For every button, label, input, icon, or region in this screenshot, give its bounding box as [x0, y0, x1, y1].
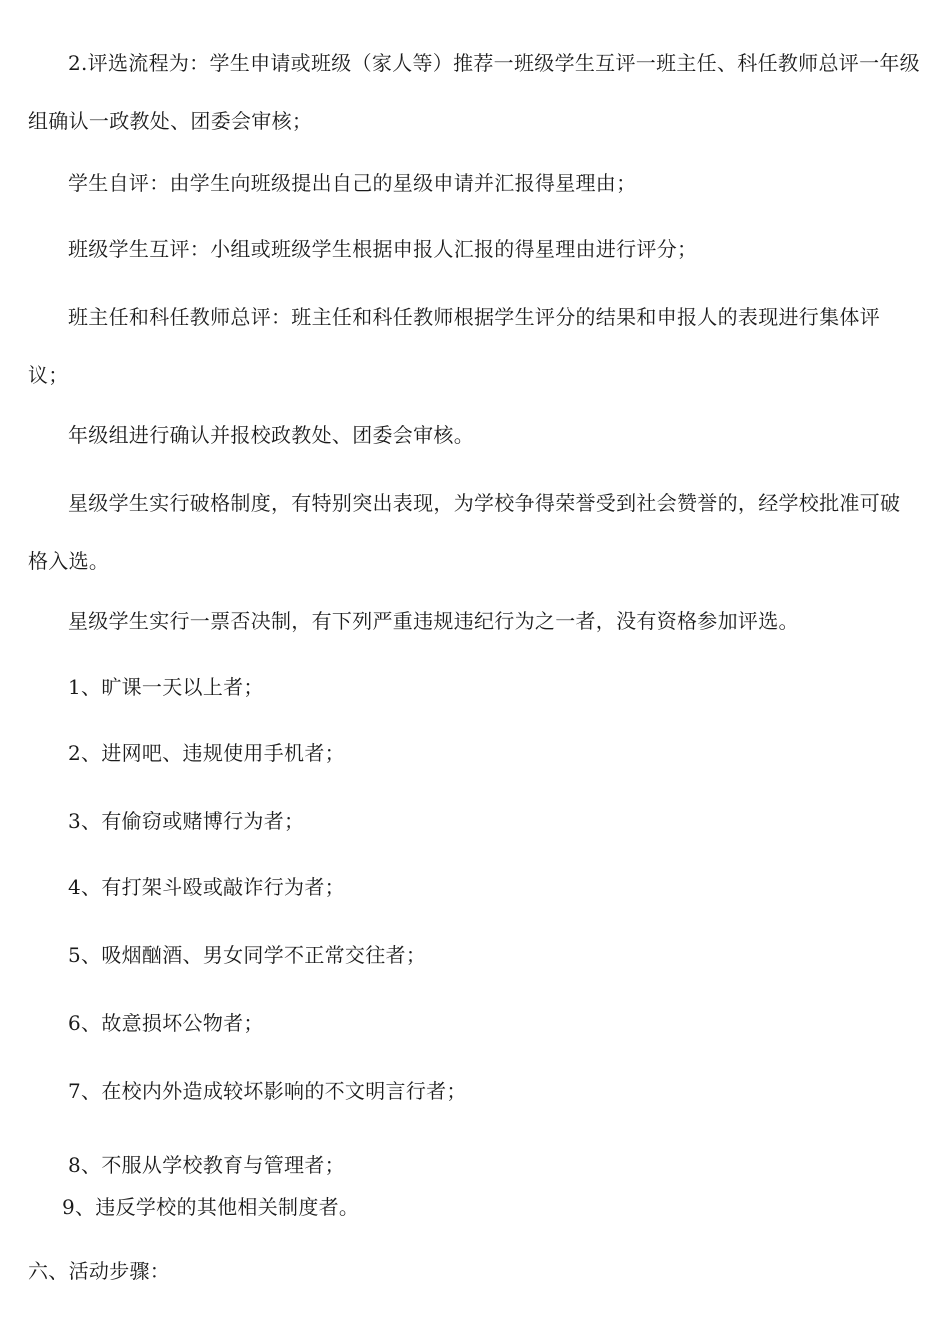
paragraph-grade-confirmation: 年级组进行确认并报校政教处、团委会审核。 [68, 423, 474, 447]
list-item: 3、有偷窃或赌博行为者； [68, 809, 305, 833]
list-item: 7、在校内外造成较坏影响的不文明言行者； [68, 1079, 467, 1103]
list-item: 1、旷课一天以上者； [68, 675, 264, 699]
paragraph-self-evaluation: 学生自评：由学生向班级提出自己的星级申请并汇报得星理由； [68, 171, 637, 195]
paragraph-exception-rule: 星级学生实行破格制度，有特别突出表现，为学校争得荣誉受到社会赞誉的，经学校批准可破格入选。 [28, 491, 901, 573]
list-item: 8、不服从学校教育与管理者； [68, 1153, 345, 1177]
paragraph-selection-process: 2.评选流程为：学生申请或班级（家人等）推荐一班级学生互评一班主任、科任教师总评一年级组确认一政教处、团委会审核； [28, 51, 920, 133]
list-item: 9、违反学校的其他相关制度者。 [62, 1195, 360, 1219]
list-item: 4、有打架斗殴或敲诈行为者； [68, 875, 345, 899]
list-item: 5、吸烟酗酒、男女同学不正常交往者； [68, 943, 427, 967]
section-heading: 六、活动步骤： [28, 1259, 171, 1283]
list-item: 2、进网吧、违规使用手机者； [68, 741, 345, 765]
paragraph-veto-rule: 星级学生实行一票否决制，有下列严重违规违纪行为之一者，没有资格参加评选。 [68, 609, 799, 633]
paragraph-teacher-evaluation: 班主任和科任教师总评：班主任和科任教师根据学生评分的结果和申报人的表现进行集体评议； [28, 305, 880, 387]
paragraph-peer-evaluation: 班级学生互评：小组或班级学生根据申报人汇报的得星理由进行评分； [68, 237, 698, 261]
list-item: 6、故意损坏公物者； [68, 1011, 264, 1035]
